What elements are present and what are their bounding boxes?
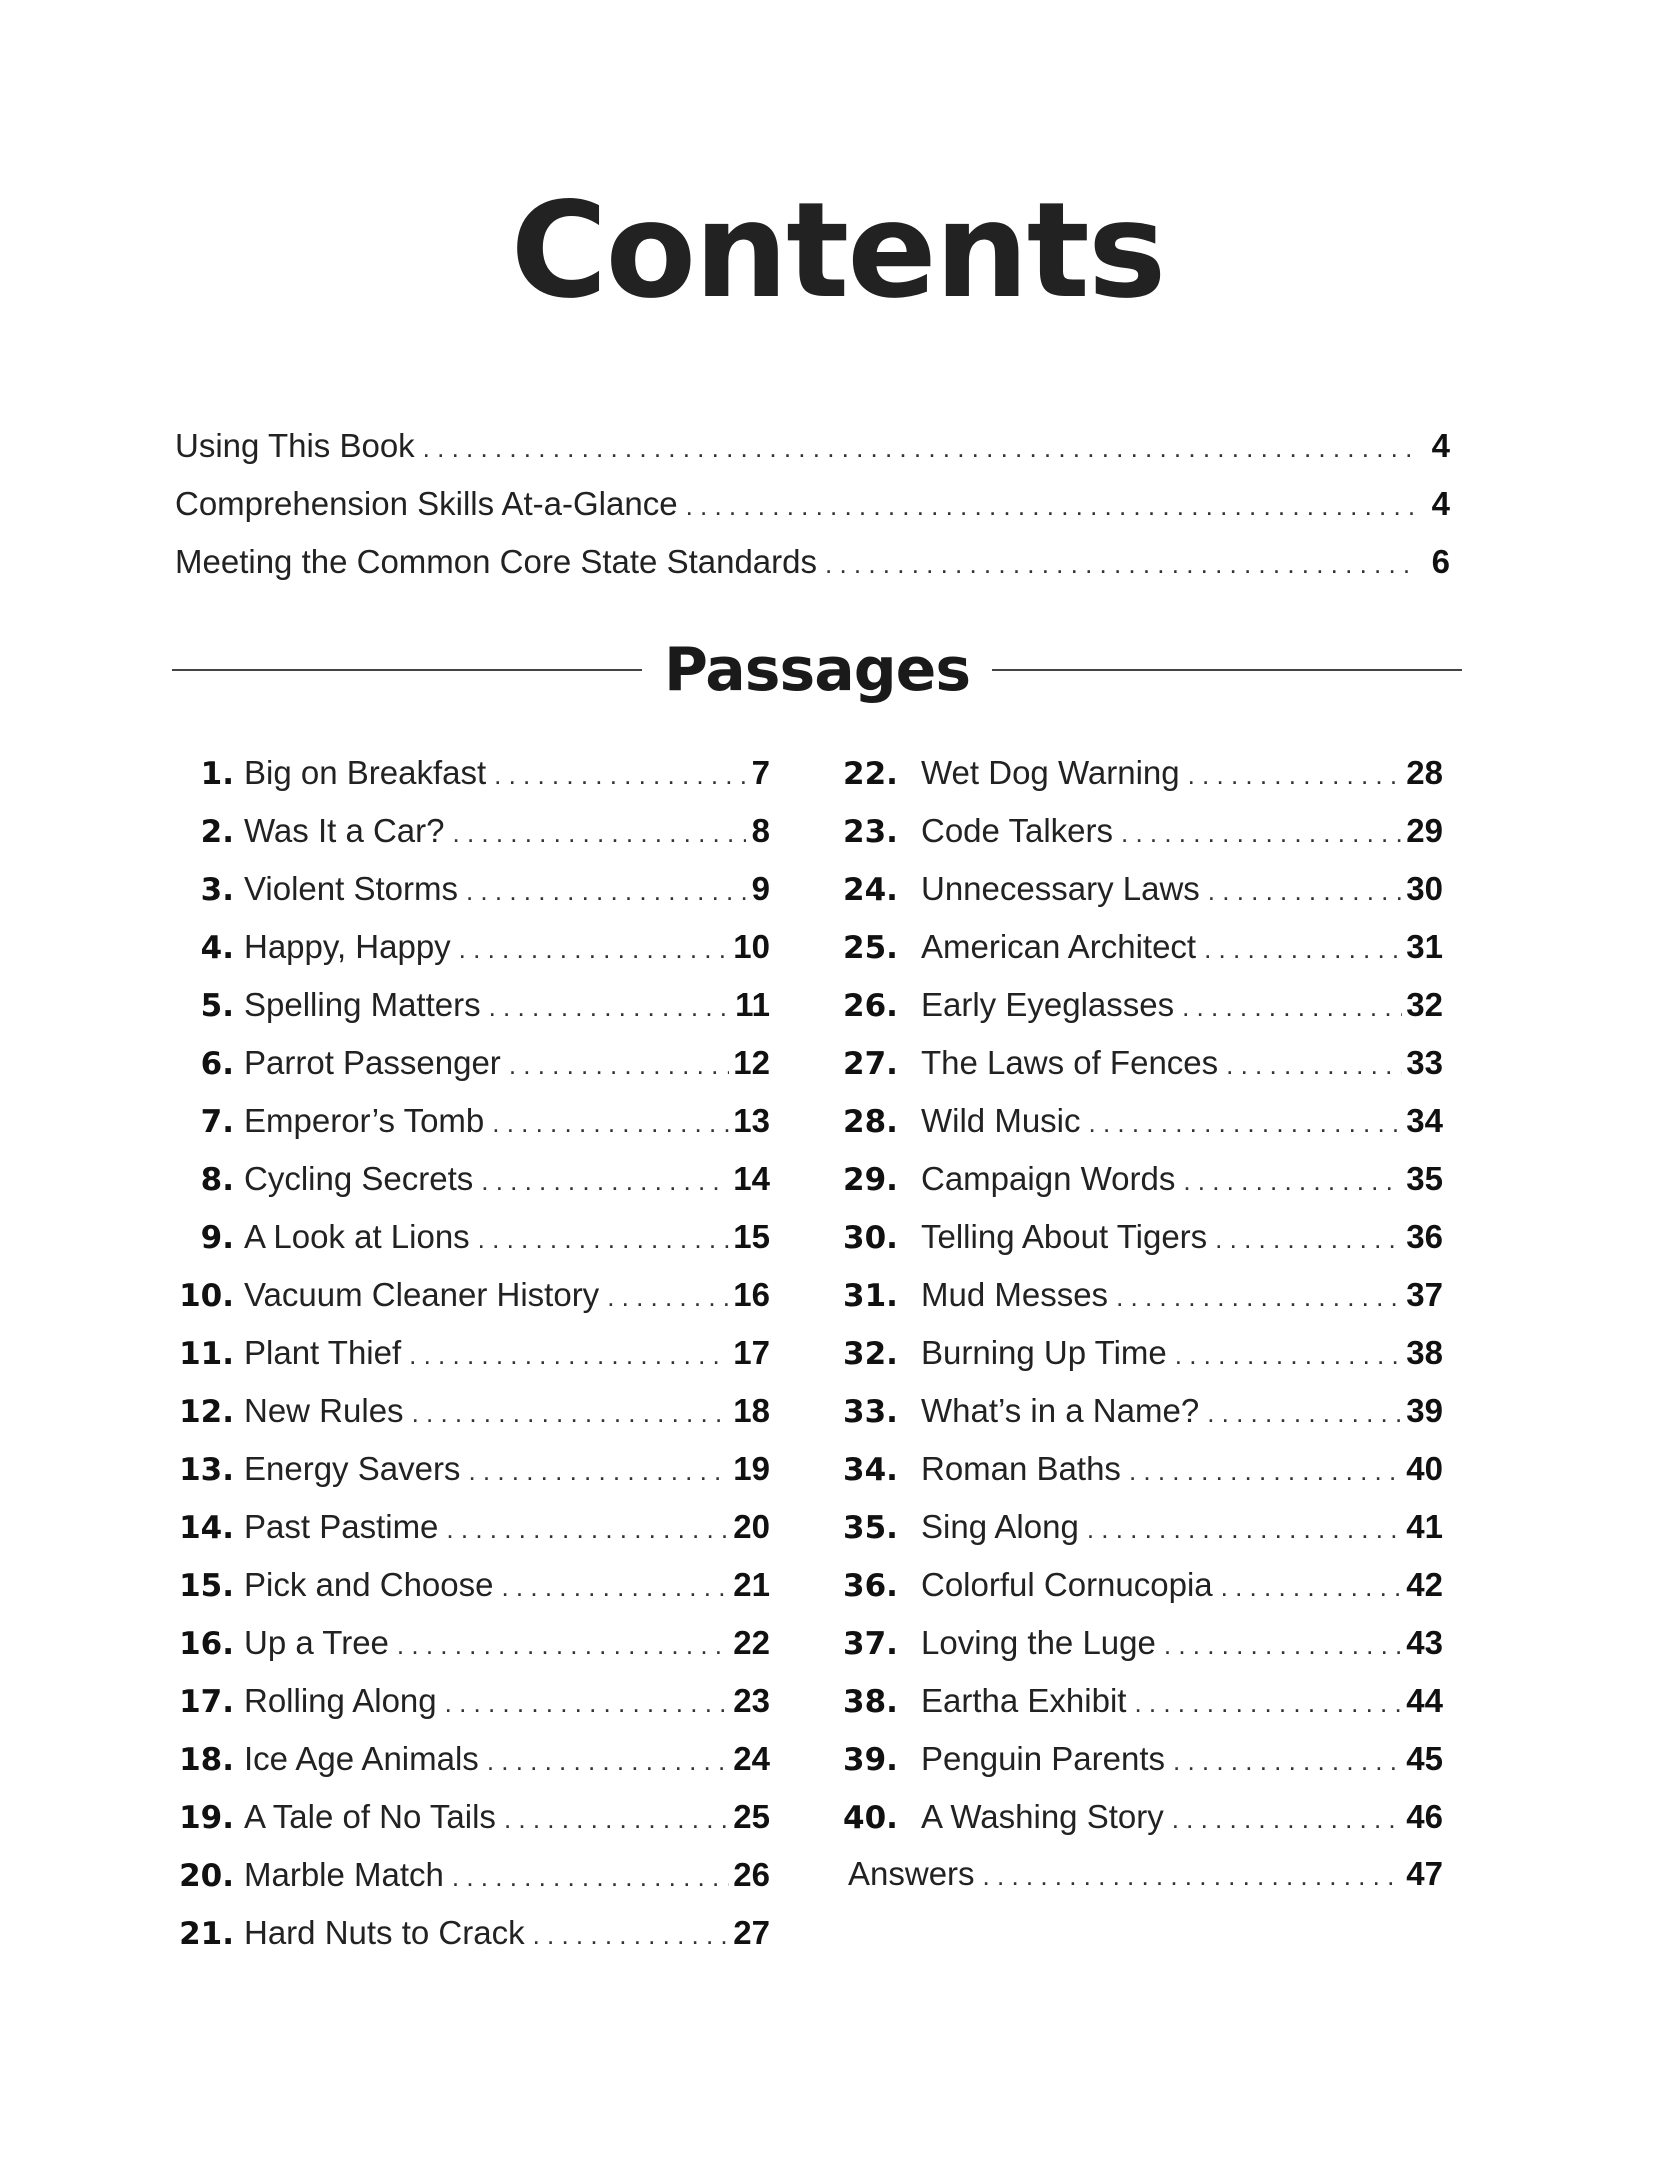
- passage-title: A Look at Lions: [244, 1218, 470, 1255]
- passage-title: Pick and Choose: [244, 1566, 494, 1603]
- passage-number: 15.: [179, 1568, 234, 1604]
- dot-leader: [504, 1792, 729, 1847]
- passage-page: 46: [1406, 1798, 1443, 1835]
- passage-number: 20.: [179, 1858, 234, 1894]
- passage-page: 15: [733, 1218, 770, 1255]
- passage-entry[interactable]: [170, 1267, 770, 1325]
- passage-title: Wild Music: [921, 1102, 1081, 1139]
- dot-leader: [1215, 1212, 1402, 1267]
- dot-leader: [1175, 1328, 1403, 1383]
- dot-leader: [453, 806, 747, 861]
- passage-title: Campaign Words: [921, 1160, 1176, 1197]
- dot-leader: [466, 864, 746, 919]
- passage-title: Burning Up Time: [921, 1334, 1167, 1371]
- dot-leader: [1116, 1270, 1402, 1325]
- passage-entry[interactable]: [843, 803, 1443, 861]
- dot-leader: [1182, 980, 1402, 1035]
- passage-page: 44: [1406, 1682, 1443, 1719]
- passage-entry[interactable]: [170, 1441, 770, 1499]
- passage-title: Was It a Car?: [244, 812, 445, 849]
- dot-leader: [481, 1154, 729, 1209]
- dot-leader: [1129, 1444, 1402, 1499]
- passage-entry[interactable]: [843, 1441, 1443, 1499]
- passage-title: Early Eyeglasses: [921, 986, 1175, 1023]
- passage-title: Code Talkers: [921, 812, 1113, 849]
- passage-number: 37.: [843, 1626, 898, 1662]
- passage-number: 39.: [843, 1742, 898, 1778]
- dot-leader: [445, 1676, 730, 1731]
- dot-leader: [1208, 864, 1402, 919]
- intro-item[interactable]: [175, 476, 1450, 534]
- dot-leader: [478, 1212, 730, 1267]
- passage-page: 37: [1406, 1276, 1443, 1313]
- passage-page: 30: [1406, 870, 1443, 907]
- passage-number: 9.: [200, 1220, 234, 1256]
- passage-number: 32.: [843, 1336, 898, 1372]
- passage-page: 27: [733, 1914, 770, 1951]
- passage-title: Violent Storms: [244, 870, 458, 907]
- intro-item-label: Using This Book: [175, 427, 415, 464]
- passage-number: 12.: [179, 1394, 234, 1430]
- passage-number: 3.: [200, 872, 234, 908]
- passage-page: 45: [1406, 1740, 1443, 1777]
- passage-title: Happy, Happy: [244, 928, 451, 965]
- dot-leader: [501, 1560, 729, 1615]
- passage-page: 41: [1406, 1508, 1443, 1545]
- dot-leader: [607, 1270, 729, 1325]
- answers-page: 47: [1406, 1855, 1443, 1892]
- dot-leader: [409, 1328, 729, 1383]
- passage-entry[interactable]: [843, 1325, 1443, 1383]
- dot-leader: [1164, 1618, 1402, 1673]
- answers-entry[interactable]: [848, 1846, 1443, 1904]
- dot-leader: [1188, 748, 1403, 803]
- passage-title: Mud Messes: [921, 1276, 1109, 1313]
- passage-page: 9: [751, 870, 770, 907]
- answers-entry-wrap: [848, 1846, 1443, 1904]
- passage-page: 35: [1406, 1160, 1443, 1197]
- passage-number: 21.: [179, 1916, 234, 1952]
- passage-entry[interactable]: [843, 1673, 1443, 1731]
- passage-page: 26: [733, 1856, 770, 1893]
- page-title: Contents: [510, 174, 1165, 328]
- passage-entry[interactable]: [170, 1615, 770, 1673]
- passage-number: 4.: [200, 930, 234, 966]
- passage-page: 24: [733, 1740, 770, 1777]
- passage-title: Colorful Cornucopia: [921, 1566, 1213, 1603]
- passage-number: 18.: [179, 1742, 234, 1778]
- intro-list: [175, 418, 1450, 592]
- dot-leader: [1134, 1676, 1402, 1731]
- passage-title: Penguin Parents: [921, 1740, 1166, 1777]
- passage-title: Sing Along: [921, 1508, 1079, 1545]
- passage-number: 19.: [179, 1800, 234, 1836]
- passage-entry[interactable]: [843, 1789, 1443, 1847]
- passages-column-left: [170, 745, 770, 1963]
- passage-entry[interactable]: [170, 1383, 770, 1441]
- passage-page: 33: [1406, 1044, 1443, 1081]
- passage-page: 38: [1406, 1334, 1443, 1371]
- intro-item-page: 4: [1431, 485, 1450, 522]
- dot-leader: [686, 479, 1418, 534]
- dot-leader: [487, 1734, 729, 1789]
- passage-title: Ice Age Animals: [244, 1740, 479, 1777]
- passage-title: Roman Baths: [921, 1450, 1121, 1487]
- passage-entry[interactable]: [170, 1905, 770, 1963]
- passage-title: Rolling Along: [244, 1682, 437, 1719]
- intro-item-label: Meeting the Common Core State Standards: [175, 543, 818, 580]
- passage-title: A Washing Story: [921, 1798, 1164, 1835]
- passage-page: 18: [733, 1392, 770, 1429]
- passage-entry[interactable]: [170, 1789, 770, 1847]
- passage-entry[interactable]: [843, 745, 1443, 803]
- passage-number: 1.: [200, 756, 234, 792]
- passage-page: 39: [1406, 1392, 1443, 1429]
- passage-entry[interactable]: [170, 1209, 770, 1267]
- passage-title: Past Pastime: [244, 1508, 439, 1545]
- intro-item-label: Comprehension Skills At-a-Glance: [175, 485, 678, 522]
- passage-entry[interactable]: [170, 1325, 770, 1383]
- passage-entry[interactable]: [170, 1557, 770, 1615]
- passage-page: 29: [1406, 812, 1443, 849]
- passage-page: 43: [1406, 1624, 1443, 1661]
- passage-page: 14: [733, 1160, 770, 1197]
- passage-number: 10.: [179, 1278, 234, 1314]
- dot-leader: [983, 1849, 1403, 1904]
- passage-entry[interactable]: [843, 1151, 1443, 1209]
- intro-item-page: 6: [1431, 543, 1450, 580]
- passage-number: 22.: [843, 756, 898, 792]
- passage-page: 20: [733, 1508, 770, 1545]
- passage-entry[interactable]: [170, 745, 770, 803]
- passage-title: Wet Dog Warning: [921, 754, 1180, 791]
- passage-title: Telling About Tigers: [921, 1218, 1208, 1255]
- passage-title: Spelling Matters: [244, 986, 481, 1023]
- passage-title: The Laws of Fences: [921, 1044, 1219, 1081]
- passage-number: 14.: [179, 1510, 234, 1546]
- passage-entry[interactable]: [170, 803, 770, 861]
- passage-number: 23.: [843, 814, 898, 850]
- passage-number: 26.: [843, 988, 898, 1024]
- dot-leader: [452, 1850, 729, 1905]
- passage-page: 25: [733, 1798, 770, 1835]
- section-heading: Passages: [663, 635, 971, 705]
- intro-item[interactable]: [175, 534, 1450, 592]
- passage-entry[interactable]: [170, 861, 770, 919]
- passage-title: Vacuum Cleaner History: [244, 1276, 600, 1313]
- passage-page: 21: [733, 1566, 770, 1603]
- passage-page: 16: [733, 1276, 770, 1313]
- dot-leader: [468, 1444, 729, 1499]
- passage-number: 13.: [179, 1452, 234, 1488]
- dot-leader: [412, 1386, 730, 1441]
- dot-leader: [1207, 1386, 1402, 1441]
- passage-title: Up a Tree: [244, 1624, 389, 1661]
- passage-page: 22: [733, 1624, 770, 1661]
- passage-page: 19: [733, 1450, 770, 1487]
- passage-entry[interactable]: [170, 1093, 770, 1151]
- passage-page: 40: [1406, 1450, 1443, 1487]
- dot-leader: [1226, 1038, 1402, 1093]
- passage-number: 5.: [200, 988, 234, 1024]
- passage-entry[interactable]: [170, 919, 770, 977]
- passage-title: Loving the Luge: [921, 1624, 1156, 1661]
- passage-entry[interactable]: [843, 1267, 1443, 1325]
- passage-title: Eartha Exhibit: [921, 1682, 1127, 1719]
- passage-entry[interactable]: [170, 977, 770, 1035]
- passage-entry[interactable]: [843, 1731, 1443, 1789]
- dot-leader: [459, 922, 730, 977]
- passage-title: A Tale of No Tails: [244, 1798, 496, 1835]
- passage-entry[interactable]: [170, 1035, 770, 1093]
- passage-entry[interactable]: [843, 919, 1443, 977]
- passage-entry[interactable]: [843, 1499, 1443, 1557]
- passage-entry[interactable]: [170, 1151, 770, 1209]
- passage-title: Hard Nuts to Crack: [244, 1914, 525, 1951]
- passage-number: 38.: [843, 1684, 898, 1720]
- passage-entry[interactable]: [843, 1209, 1443, 1267]
- divider-right: [992, 669, 1462, 671]
- passage-page: 36: [1406, 1218, 1443, 1255]
- passage-title: Energy Savers: [244, 1450, 461, 1487]
- passage-title: What’s in a Name?: [921, 1392, 1200, 1429]
- passage-page: 34: [1406, 1102, 1443, 1139]
- dot-leader: [446, 1502, 729, 1557]
- passage-page: 13: [733, 1102, 770, 1139]
- passage-number: 2.: [200, 814, 234, 850]
- passage-title: New Rules: [244, 1392, 404, 1429]
- passage-number: 28.: [843, 1104, 898, 1140]
- passage-number: 36.: [843, 1568, 898, 1604]
- dot-leader: [494, 748, 746, 803]
- passage-number: 6.: [200, 1046, 234, 1082]
- dot-leader: [1087, 1502, 1402, 1557]
- passage-title: Cycling Secrets: [244, 1160, 474, 1197]
- passage-entry[interactable]: [843, 1035, 1443, 1093]
- passage-page: 42: [1406, 1566, 1443, 1603]
- passage-page: 8: [751, 812, 770, 849]
- dot-leader: [533, 1908, 730, 1963]
- passage-entry[interactable]: [843, 977, 1443, 1035]
- dot-leader: [489, 980, 732, 1035]
- passage-page: 31: [1406, 928, 1443, 965]
- passage-page: 28: [1406, 754, 1443, 791]
- divider-left: [172, 669, 642, 671]
- passage-number: 33.: [843, 1394, 898, 1430]
- dot-leader: [1172, 1792, 1403, 1847]
- passage-number: 30.: [843, 1220, 898, 1256]
- passage-title: Big on Breakfast: [244, 754, 487, 791]
- passage-number: 17.: [179, 1684, 234, 1720]
- dot-leader: [492, 1096, 729, 1151]
- passages-column-right: [843, 745, 1443, 1847]
- passage-number: 11.: [179, 1336, 234, 1372]
- passage-entry[interactable]: [843, 1383, 1443, 1441]
- passage-entry[interactable]: [170, 1847, 770, 1905]
- passage-number: 24.: [843, 872, 898, 908]
- dot-leader: [1173, 1734, 1402, 1789]
- passage-page: 12: [733, 1044, 770, 1081]
- passage-entry[interactable]: [843, 1093, 1443, 1151]
- dot-leader: [1221, 1560, 1403, 1615]
- passages-heading-bar: [172, 630, 1462, 710]
- dot-leader: [397, 1618, 729, 1673]
- passage-number: 27.: [843, 1046, 898, 1082]
- dot-leader: [1204, 922, 1402, 977]
- passage-page: 32: [1406, 986, 1443, 1023]
- passage-page: 7: [751, 754, 770, 791]
- intro-item[interactable]: [175, 418, 1450, 476]
- passage-title: Emperor’s Tomb: [244, 1102, 485, 1139]
- passage-page: 10: [733, 928, 770, 965]
- passage-number: 29.: [843, 1162, 898, 1198]
- passage-entry[interactable]: [170, 1673, 770, 1731]
- dot-leader: [825, 537, 1418, 592]
- passage-entry[interactable]: [843, 1615, 1443, 1673]
- dot-leader: [1089, 1096, 1403, 1151]
- passage-title: Plant Thief: [244, 1334, 402, 1371]
- dot-leader: [509, 1038, 729, 1093]
- dot-leader: [1121, 806, 1402, 861]
- dot-leader: [1183, 1154, 1402, 1209]
- passage-title: American Architect: [921, 928, 1197, 965]
- passage-entry[interactable]: [843, 861, 1443, 919]
- passage-number: 25.: [843, 930, 898, 966]
- passage-title: Marble Match: [244, 1856, 444, 1893]
- passage-title: Unnecessary Laws: [921, 870, 1200, 907]
- passage-page: 17: [733, 1334, 770, 1371]
- passage-page: 11: [735, 986, 770, 1023]
- passage-number: 8.: [200, 1162, 234, 1198]
- passage-number: 40.: [843, 1800, 898, 1836]
- answers-label: Answers: [848, 1855, 975, 1892]
- passage-entry[interactable]: [843, 1557, 1443, 1615]
- passage-number: 7.: [200, 1104, 234, 1140]
- passage-title: Parrot Passenger: [244, 1044, 501, 1081]
- passage-number: 16.: [179, 1626, 234, 1662]
- passage-entry[interactable]: [170, 1731, 770, 1789]
- passage-number: 31.: [843, 1278, 898, 1314]
- passage-number: 35.: [843, 1510, 898, 1546]
- passage-entry[interactable]: [170, 1499, 770, 1557]
- passage-page: 23: [733, 1682, 770, 1719]
- intro-item-page: 4: [1431, 427, 1450, 464]
- passage-number: 34.: [843, 1452, 898, 1488]
- dot-leader: [423, 421, 1418, 476]
